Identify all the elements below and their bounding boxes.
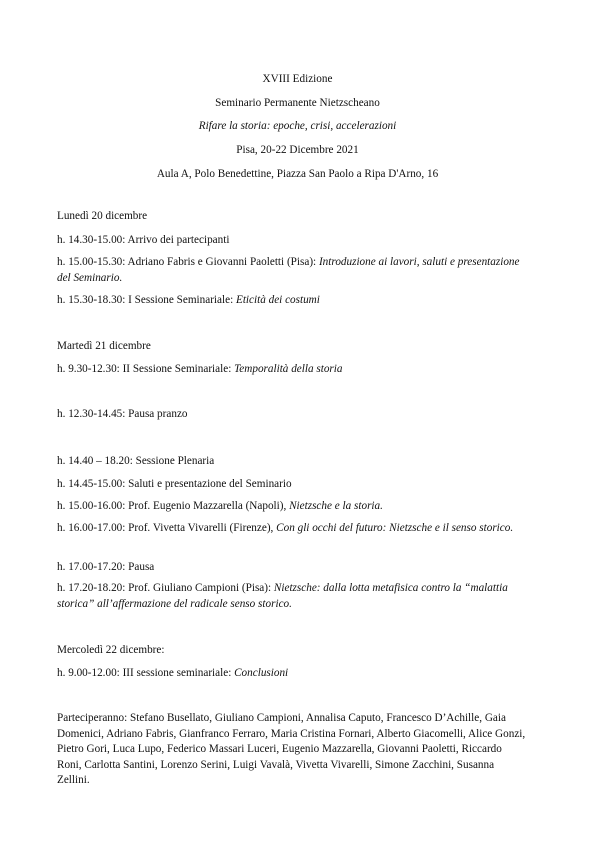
day2-entry-5 (57, 498, 517, 514)
edition-title: XVIII Edizione (262, 73, 333, 85)
event-dates: Pisa, 20-22 Dicembre 2021 (236, 144, 359, 156)
event-venue: Aula A, Polo Benedettine, Piazza San Paolo a Ripa D'Arno, 16 (156, 168, 439, 180)
day2-entry-3: h. 14.40 – 18.20: Sessione Plenaria (57, 455, 215, 467)
entry-text: h. 15.00-16.00: Prof. Eugenio Mazzarella (Napoli), (57, 500, 290, 512)
day2-entry-1 (57, 361, 517, 377)
day1-entry-1: h. 14.30-15.00: Arrivo dei partecipanti (57, 234, 230, 246)
entry-text: h. 17.20-18.20: Prof. Giuliano Campioni (Pisa): (57, 582, 274, 594)
entry-title: Conclusioni (234, 667, 289, 679)
day2-entry-6 (57, 521, 527, 537)
entry-text: h. 9.30-12.30: II Sessione Seminariale: (57, 363, 235, 375)
day3-entry-1 (57, 665, 517, 681)
entry-title: Nietzsche: dalla lotta metafisica contro la “malattia storica” all’affermazione del radicale senso storico. (57, 582, 508, 610)
seminar-theme: Rifare la storia: epoche, crisi, accelerazioni (198, 120, 397, 132)
entry-text: h. 15.30-18.30: I Sessione Seminariale: (57, 294, 236, 306)
participants-paragraph: Parteciperanno: Stefano Busellato, Giuliano Campioni, Annalisa Caputo, Francesco D’Achille, Gaia Domenici, Adriano Fabris, Gianfranco Ferraro, Maria Cristina Fornari, Alberto Giacomelli, Alice Gonzi, Pietro Gori, Luca Lupo, Federico Massari Luceri, Eugenio Mazzarella, Giovanni Paoletti, Riccardo Roni, Carlotta Santini, Lorenzo Serini, Luigi Vavalà, Vivetta Vivarelli, Simone Zacchini, Susanna Zellini. (57, 712, 526, 787)
entry-text: h. 15.00-15.30: Adriano Fabris e Giovanni Paoletti (Pisa): (57, 256, 319, 268)
entry-title: Eticità dei costumi (235, 294, 320, 306)
seminar-title: Seminario Permanente Nietzscheano (215, 97, 380, 109)
day3-heading: Mercoledì 22 dicembre: (57, 644, 165, 656)
day2-heading: Martedì 21 dicembre (57, 340, 151, 352)
entry-title: Temporalità della storia (234, 363, 343, 375)
entry-title: Nietzsche e la storia. (289, 500, 383, 512)
day2-entry-4: h. 14.45-15.00: Saluti e presentazione del Seminario (57, 478, 292, 490)
day1-entry-3 (57, 292, 517, 308)
day2-entry-2: h. 12.30-14.45: Pausa pranzo (57, 408, 188, 420)
day2-entry-7: h. 17.00-17.20: Pausa (57, 561, 155, 573)
day1-entry-2 (57, 255, 527, 286)
day2-entry-8 (57, 581, 527, 612)
entry-text: h. 16.00-17.00: Prof. Vivetta Vivarelli (Firenze), (57, 522, 277, 534)
entry-title: Con gli occhi del futuro: Nietzsche e il senso storico. (276, 522, 514, 534)
entry-title: Introduzione ai lavori, saluti e presentazione del Seminario. (57, 256, 520, 284)
entry-text: h. 9.00-12.00: III sessione seminariale: (57, 667, 235, 679)
day1-heading: Lunedì 20 dicembre (57, 210, 148, 222)
